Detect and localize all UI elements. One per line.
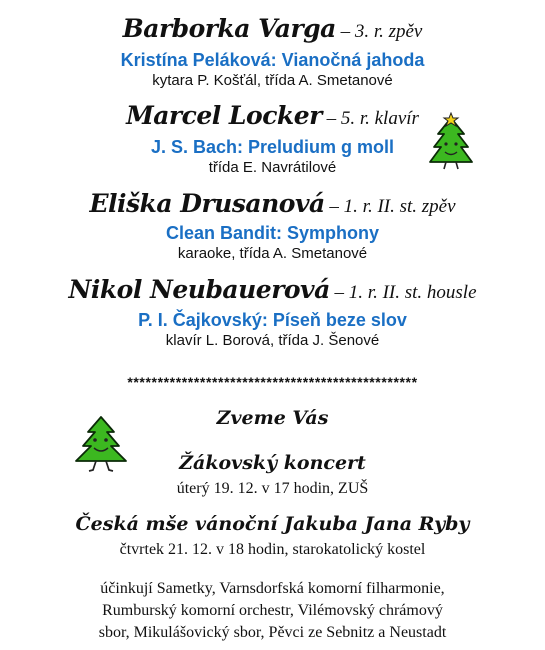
performer-4-piece: P. I. Čajkovský: Píseň beze slov — [138, 310, 407, 330]
christmas-tree-icon — [428, 112, 474, 172]
performer-role: – 3. r. zpěv — [335, 21, 423, 42]
performer-role: – 1. r. II. st. housle — [329, 282, 477, 303]
performer-2-piece: J. S. Bach: Preludium g moll — [150, 137, 395, 157]
event-1-details: úterý 19. 12. v 17 hodin, ZUŠ — [176, 480, 369, 497]
performer-1-line — [0, 14, 545, 47]
invitation-heading: Zveme Vás — [216, 407, 329, 429]
performer-name: Eliška Drusanová — [89, 189, 325, 218]
performer-role: – 1. r. II. st. zpěv — [324, 196, 456, 217]
performer-1-note: kytara P. Košťál, třída A. Smetanové — [152, 72, 393, 89]
performer-3-line — [0, 189, 545, 222]
performers-footer-line-1: účinkují Sametky, Varnsdorfská komorní filharmonie, — [100, 580, 445, 597]
star-separator: ************************************************ — [127, 374, 418, 390]
christmas-tree-icon — [70, 414, 132, 476]
performer-role: – 5. r. klavír — [321, 108, 419, 129]
performer-3-piece: Clean Bandit: Symphony — [165, 223, 380, 243]
performer-4-note: klavír L. Borová, třída J. Šenové — [165, 332, 380, 349]
performer-4-line — [0, 275, 545, 308]
performers-footer-line-2: Rumburský komorní orchestr, Vilémovský chrámový — [102, 602, 443, 619]
performer-name: Marcel Locker — [126, 101, 322, 130]
event-2-details: čtvrtek 21. 12. v 18 hodin, starokatolický kostel — [119, 541, 426, 558]
performer-3-note: karaoke, třída A. Smetanové — [177, 245, 368, 262]
performer-name: Nikol Neubauerová — [68, 275, 330, 304]
event-1-title: Žákovský koncert — [179, 452, 366, 474]
performer-2-note: třída E. Navrátilové — [208, 159, 337, 176]
performer-1-piece: Kristína Peláková: Vianočná jahoda — [120, 50, 425, 70]
event-2-title: Česká mše vánoční Jakuba Jana Ryby — [75, 513, 470, 535]
performers-footer-line-3: sbor, Mikulášovický sbor, Pěvci ze Sebnitz a Neustadt — [98, 624, 447, 641]
performer-name: Barborka Varga — [122, 14, 336, 43]
